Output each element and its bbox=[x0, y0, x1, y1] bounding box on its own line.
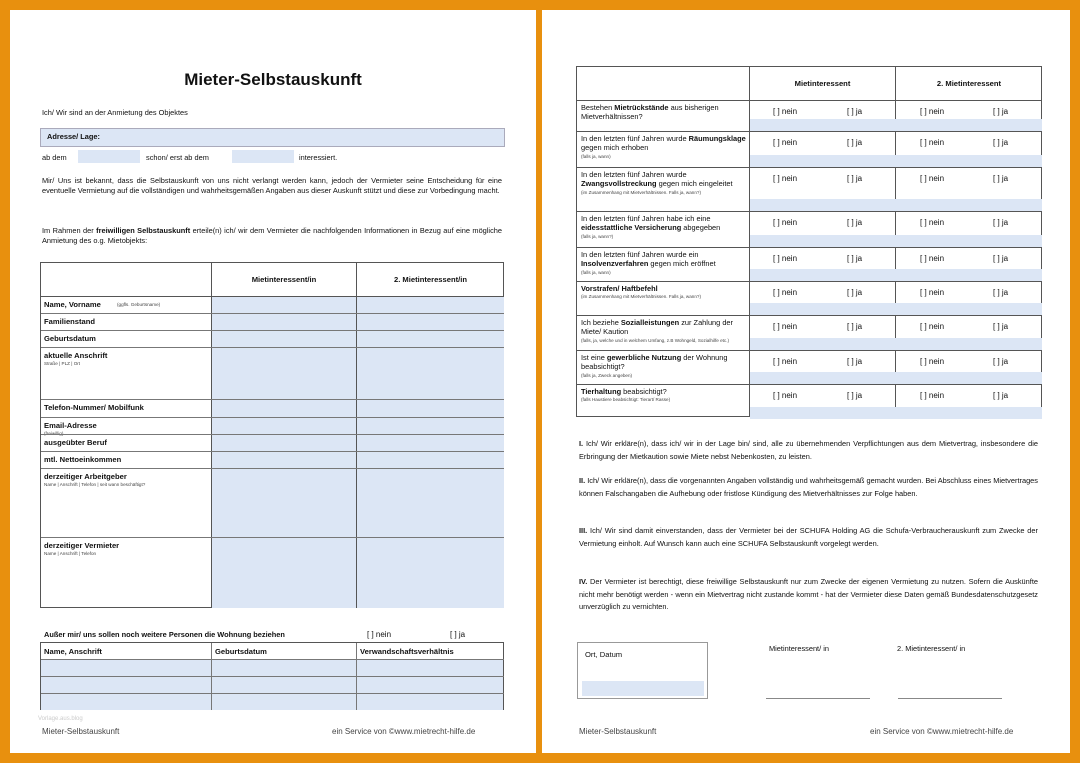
question-row bbox=[577, 212, 1042, 248]
table-row bbox=[41, 400, 504, 418]
nein-checkbox-2[interactable]: [ ] nein bbox=[920, 138, 945, 147]
mietinteressent-1-field[interactable] bbox=[212, 452, 356, 469]
nein-checkbox-2[interactable]: [ ] nein bbox=[920, 218, 945, 227]
ja-checkbox-2[interactable]: [ ] ja bbox=[993, 391, 1009, 400]
details-field[interactable] bbox=[750, 155, 1042, 167]
table-row bbox=[41, 331, 504, 348]
mietinteressent-1-field[interactable] bbox=[212, 418, 356, 435]
row-note: Name | Anschrift | Telefon bbox=[44, 551, 97, 556]
declaration-paragraph: II. Ich/ Wir erkläre(n), dass die vorgenannten Angaben vollständig und wahrheitsgemäß gemacht wurden. Bei Abschluss eines Mietvertrages können Falschangaben die Aufhebung oder fristlose Kündigung des Mietverhältnisses zur Folge haben. bbox=[579, 476, 1038, 498]
ja-checkbox-2[interactable]: [ ] ja bbox=[993, 107, 1009, 116]
mietinteressent-2-field[interactable] bbox=[357, 469, 504, 538]
disclaimer-paragraph: Mir/ Uns ist bekannt, dass die Selbstauskunft von uns nicht verlangt werden kann, jedoch der Vermieter seine Entscheidung für eine eventuelle Vermietung auf die vollständigen und wahrheitsgemäßen Angaben aus dieser Auskunft stützt und diese zur Vorbedingung macht. bbox=[42, 176, 502, 195]
details-field[interactable] bbox=[750, 338, 1042, 350]
interessiert-label: interessiert. bbox=[299, 153, 338, 162]
footer-left: Mieter-Selbstauskunft bbox=[579, 727, 657, 736]
question-row bbox=[577, 282, 1042, 316]
mietinteressent-1-field[interactable] bbox=[212, 538, 356, 607]
table-row bbox=[41, 452, 504, 469]
footer-right: ein Service von ©www.mietrecht-hilfe.de bbox=[332, 727, 476, 736]
ja-checkbox-1[interactable]: [ ] ja bbox=[847, 322, 863, 331]
consent-paragraph: Im Rahmen der freiwilligen Selbstauskunft erteile(n) ich/ wir dem Vermieter die nachfolgenden Informationen in Bezug auf eine mögliche Anmietung des o.g. Mietobjekts: bbox=[42, 226, 502, 245]
page-1 bbox=[10, 10, 536, 753]
question-text: Ist eine gewerbliche Nutzung der Wohnung beabsichtigt? (falls ja, Zweck angeben) bbox=[581, 353, 747, 379]
row-label: aktuelle Anschrift bbox=[44, 351, 108, 360]
footer-left: Mieter-Selbstauskunft bbox=[42, 727, 120, 736]
ja-checkbox-1[interactable]: [ ] ja bbox=[847, 288, 863, 297]
mietinteressent-2-field[interactable] bbox=[357, 331, 504, 348]
row-label: mtl. Nettoeinkommen bbox=[44, 455, 122, 464]
question-row bbox=[577, 351, 1042, 385]
question-text: In den letzten fünf Jahren habe ich eine eidesstattliche Versicherung abgegeben (falls ja, wann?) bbox=[581, 214, 747, 240]
col-header-1: Mietinteressent/in bbox=[251, 275, 317, 284]
row-label: Email-Adresse bbox=[44, 421, 97, 430]
details-field[interactable] bbox=[750, 199, 1042, 211]
mietinteressent-2-field[interactable] bbox=[357, 297, 504, 314]
mietinteressent-1-field[interactable] bbox=[212, 314, 356, 331]
history-table bbox=[576, 66, 1042, 417]
ort-datum-label: Ort, Datum bbox=[585, 650, 623, 659]
question-note: (falls ja, wann) bbox=[581, 153, 611, 159]
mietinteressent-1-field[interactable] bbox=[212, 331, 356, 348]
declaration-paragraph: III. Ich/ Wir sind damit einverstanden, dass der Vermieter bei der SCHUFA Holding AG die Schufa-Verbraucherauskunft zum Zwecke der Vermietung einholt. Auf Wunsch kann auch eine SCHUFA Selbstauskunft vorgelegt werden. bbox=[579, 526, 1038, 548]
table-row bbox=[41, 538, 504, 607]
schon-ab-label: schon/ erst ab dem bbox=[146, 153, 209, 162]
details-field[interactable] bbox=[750, 407, 1042, 419]
nein-checkbox-2[interactable]: [ ] nein bbox=[920, 174, 945, 183]
question-note: (im Zusammenhang mit Mietverhältnissen. Falls ja, wann?) bbox=[581, 189, 701, 195]
address-field[interactable] bbox=[40, 128, 505, 147]
table-row bbox=[41, 297, 504, 314]
question-text: In den letzten fünf Jahren wurde ein Insolvenzverfahren gegen mich eröffnet (falls ja, wann) bbox=[581, 250, 747, 276]
question-text: Vorstrafen/ Haftbefehl (im Zusammenhang mit Mietverhältnissen. Falls ja, wann?) bbox=[581, 284, 747, 300]
details-field[interactable] bbox=[750, 119, 1042, 131]
question-note: (im Zusammenhang mit Mietverhältnissen. Falls ja, wann?) bbox=[581, 294, 701, 300]
mietinteressent-2-field[interactable] bbox=[357, 538, 504, 607]
details-field[interactable] bbox=[750, 269, 1042, 281]
row-label: Name, Vorname bbox=[44, 300, 101, 309]
row-note: (ggfls. Geburtsname) bbox=[117, 302, 161, 307]
page-2 bbox=[542, 10, 1070, 753]
mietinteressent-2-field[interactable] bbox=[357, 452, 504, 469]
mietinteressent-1-field[interactable] bbox=[212, 348, 356, 400]
nein-checkbox-2[interactable]: [ ] nein bbox=[920, 391, 945, 400]
ja-checkbox-2[interactable]: [ ] ja bbox=[993, 288, 1009, 297]
persons-col-relation: Verwandschaftsverhältnis bbox=[360, 647, 454, 656]
table-row bbox=[41, 418, 504, 435]
question-text: In den letzten fünf Jahren wurde Räumungsklage gegen mich erhoben (falls ja, wann) bbox=[581, 134, 746, 159]
mietinteressent-1-field[interactable] bbox=[212, 297, 356, 314]
question-row bbox=[577, 101, 1042, 132]
nein-checkbox-2[interactable]: [ ] nein bbox=[920, 288, 945, 297]
ja-checkbox-2[interactable]: [ ] ja bbox=[993, 174, 1009, 183]
nein-checkbox-1[interactable]: [ ] nein bbox=[773, 174, 798, 183]
mietinteressent-2-field[interactable] bbox=[357, 400, 504, 418]
nein-checkbox-1[interactable]: [ ] nein bbox=[773, 288, 798, 297]
applicant-table bbox=[40, 262, 504, 608]
watermark: Vorlage.aus.blog bbox=[38, 716, 83, 722]
ja-checkbox-1[interactable]: [ ] ja bbox=[847, 174, 863, 183]
row-label: derzeitiger Vermieter bbox=[44, 541, 120, 550]
nein-checkbox-1[interactable]: [ ] nein bbox=[773, 218, 798, 227]
signature-line-2[interactable] bbox=[898, 698, 1002, 699]
additional-persons-question: Außer mir/ uns sollen noch weitere Personen die Wohnung beziehen bbox=[44, 630, 285, 639]
address-label: Adresse/ Lage: bbox=[47, 132, 100, 141]
question-row bbox=[577, 168, 1042, 212]
row-label: Telefon-Nummer/ Mobilfunk bbox=[44, 403, 144, 412]
nein-checkbox-1[interactable]: [ ] nein bbox=[773, 322, 798, 331]
col-header-2: 2. Mietinteressent/in bbox=[393, 275, 467, 284]
start-date-field[interactable] bbox=[78, 150, 140, 163]
declaration-paragraph: I. Ich/ Wir erkläre(n), dass ich/ wir in der Lage bin/ sind, alle zu übernehmenden Verpflichtungen aus dem Mietvertrag, insbesondere die Erbringung der Mietkaution sowie Miete nebst Nebenkosten, zu leisten. bbox=[579, 439, 1038, 461]
nein-checkbox-2[interactable]: [ ] nein bbox=[920, 254, 945, 263]
persons-table bbox=[40, 642, 504, 710]
table-row bbox=[41, 348, 504, 400]
question-text: Bestehen Mietrückstände aus bisherigen Mietverhältnissen? bbox=[581, 103, 719, 122]
row-note: Name | Anschrift | Telefon | seit wann beschäftigt? bbox=[44, 482, 146, 487]
mietinteressent-2-field[interactable] bbox=[357, 314, 504, 331]
question-row bbox=[577, 248, 1042, 282]
mietinteressent-2-field[interactable] bbox=[357, 348, 504, 400]
details-field[interactable] bbox=[750, 303, 1042, 315]
row-note: Straße | PLZ | Ort bbox=[44, 361, 81, 366]
question-row bbox=[577, 132, 1042, 168]
row-label: ausgeübter Beruf bbox=[44, 438, 107, 447]
declaration-paragraph: IV. Der Vermieter ist berechtigt, diese freiwillige Selbstauskunft nur zum Zwecke der eigenen Vermietung zu nutzen. Sofern die Auskünfte nicht mehr benötigt werden - wenn ein Mietvertrag nicht zustande kommt - hat der Vermieter diese Daten gemäß Bundesdatenschutzgesetz unverzüglich zu vernichten. bbox=[579, 577, 1038, 611]
details-field[interactable] bbox=[750, 235, 1042, 247]
page-title: Mieter-Selbstauskunft bbox=[184, 70, 362, 89]
mietinteressent-1-field[interactable] bbox=[212, 435, 356, 452]
question-text: Ich beziehe Sozialleistungen zur Zahlung der Miete/ Kaution (falls, ja, welche und in welchem Umfang, z.B Wohngeld, Sozialhilfe etc.) bbox=[581, 318, 747, 344]
nein-checkbox-1[interactable]: [ ] nein bbox=[773, 107, 798, 116]
row-label: Geburtsdatum bbox=[44, 334, 96, 343]
ja-checkbox-1[interactable]: [ ] ja bbox=[847, 138, 863, 147]
mietinteressent-1-field[interactable] bbox=[212, 469, 356, 538]
col-header-2: 2. Mietinteressent bbox=[936, 79, 1002, 88]
intro-text: Ich/ Wir sind an der Anmietung des Objektes bbox=[42, 108, 188, 117]
persons-ja-checkbox[interactable]: [ ] ja bbox=[450, 630, 466, 639]
ja-checkbox-1[interactable]: [ ] ja bbox=[847, 357, 863, 366]
nein-checkbox-2[interactable]: [ ] nein bbox=[920, 107, 945, 116]
ja-checkbox-1[interactable]: [ ] ja bbox=[847, 218, 863, 227]
question-note: (falls Haustiere beabsichtigt: Tierart/ Rasse) bbox=[581, 397, 671, 403]
question-note: (falls, ja, welche und in welchem Umfang, z.B Wohngeld, Sozialhilfe etc.) bbox=[581, 337, 730, 343]
signature-label-1: Mietinteressent/ in bbox=[769, 644, 829, 653]
ja-checkbox-2[interactable]: [ ] ja bbox=[993, 138, 1009, 147]
persons-nein-checkbox[interactable]: [ ] nein bbox=[367, 630, 392, 639]
ja-checkbox-1[interactable]: [ ] ja bbox=[847, 391, 863, 400]
nein-checkbox-1[interactable]: [ ] nein bbox=[773, 391, 798, 400]
question-note: (falls ja, wann) bbox=[581, 269, 611, 275]
details-field[interactable] bbox=[750, 372, 1042, 384]
footer-right: ein Service von ©www.mietrecht-hilfe.de bbox=[870, 727, 1014, 736]
question-note: (falls ja, wann?) bbox=[581, 233, 614, 239]
question-text: Tierhaltung beabsichtigt? (falls Haustiere beabsichtigt: Tierart/ Rasse) bbox=[581, 387, 747, 403]
persons-col-birthdate: Geburtsdatum bbox=[215, 647, 267, 656]
nein-checkbox-1[interactable]: [ ] nein bbox=[773, 357, 798, 366]
mietinteressent-1-field[interactable] bbox=[212, 400, 356, 418]
ja-checkbox-2[interactable]: [ ] ja bbox=[993, 357, 1009, 366]
nein-checkbox-2[interactable]: [ ] nein bbox=[920, 322, 945, 331]
ja-checkbox-1[interactable]: [ ] ja bbox=[847, 107, 863, 116]
question-row bbox=[577, 385, 1042, 420]
table-row bbox=[41, 469, 504, 538]
ja-checkbox-2[interactable]: [ ] ja bbox=[993, 254, 1009, 263]
question-note: (falls ja, Zweck angeben) bbox=[581, 372, 633, 378]
ja-checkbox-2[interactable]: [ ] ja bbox=[993, 322, 1009, 331]
ort-datum-box[interactable] bbox=[577, 642, 708, 699]
table-row bbox=[41, 435, 504, 452]
col-header-1: Mietinteressent bbox=[794, 79, 851, 88]
nein-checkbox-1[interactable]: [ ] nein bbox=[773, 254, 798, 263]
ab-dem-label: ab dem bbox=[42, 153, 67, 162]
ja-checkbox-2[interactable]: [ ] ja bbox=[993, 218, 1009, 227]
mietinteressent-2-field[interactable] bbox=[357, 418, 504, 435]
alt-date-field[interactable] bbox=[232, 150, 294, 163]
question-text: In den letzten fünf Jahren wurde Zwangsvollstreckung gegen mich eingeleitet (im Zusammenhang mit Mietverhältnissen. Falls ja, wann?) bbox=[581, 170, 747, 196]
row-label: derzeitiger Arbeitgeber bbox=[44, 472, 127, 481]
row-label: Familienstand bbox=[44, 317, 96, 326]
question-row bbox=[577, 316, 1042, 351]
persons-col-name: Name, Anschrift bbox=[44, 647, 102, 656]
nein-checkbox-2[interactable]: [ ] nein bbox=[920, 357, 945, 366]
nein-checkbox-1[interactable]: [ ] nein bbox=[773, 138, 798, 147]
signature-line-1[interactable] bbox=[766, 698, 870, 699]
mietinteressent-2-field[interactable] bbox=[357, 435, 504, 452]
ja-checkbox-1[interactable]: [ ] ja bbox=[847, 254, 863, 263]
signature-label-2: 2. Mietinteressent/ in bbox=[897, 644, 966, 653]
table-row bbox=[41, 314, 504, 331]
